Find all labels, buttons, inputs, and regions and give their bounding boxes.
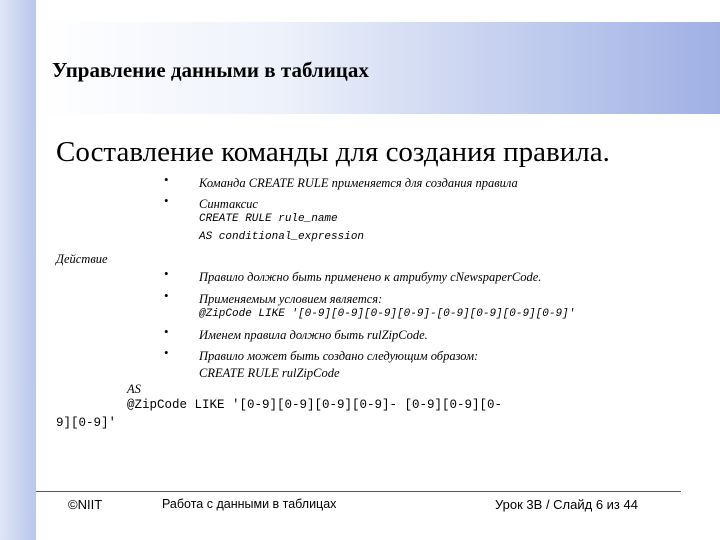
footer-slide-number: Урок 3B / Слайд 6 из 44	[495, 497, 638, 512]
bullet-text: Синтаксис	[199, 197, 258, 211]
create-rule-line: CREATE RULE rulZipCode	[199, 366, 340, 380]
as-line: AS	[127, 382, 141, 396]
condition-code: @ZipCode LIKE '[0-9][0-9][0-9][0-9]-[0-9][0-9][0-9][0-9]'	[199, 308, 576, 320]
syntax-line: CREATE RULE rule_name	[199, 213, 338, 225]
bullet-icon: •	[164, 193, 169, 208]
side-bar	[0, 0, 36, 540]
bullet-icon: •	[164, 288, 169, 303]
bullet-text: Именем правила должно быть rulZipCode.	[199, 328, 428, 342]
bullet-icon: •	[164, 324, 169, 339]
bullet-text: Команда CREATE RULE применяется для создания правила	[199, 176, 518, 190]
footer-course: Работа с данными в таблицах	[162, 497, 337, 511]
bullet-icon: •	[164, 345, 169, 360]
bullet-icon: •	[164, 266, 169, 281]
bullet-text: Правило может быть создано следующим образом:	[199, 349, 479, 363]
action-label: Действие	[56, 252, 108, 266]
bullet-text: Применяемым условием является:	[199, 292, 383, 306]
bullet-text: Правило должно быть применено к атрибуту cNewspaperCode.	[199, 270, 542, 284]
code-line: 9][0-9]'	[56, 416, 117, 430]
syntax-line: AS conditional_expression	[199, 231, 365, 243]
slide-title: Составление команды для создания правила.	[56, 136, 610, 168]
footer-copyright: ©NIIT	[68, 497, 103, 512]
header-title: Управление данными в таблицах	[52, 58, 369, 82]
code-line: @ZipCode LIKE '[0-9][0-9][0-9][0-9]- [0-9][0-9][0-	[127, 398, 503, 412]
footer-divider	[36, 491, 681, 492]
bullet-icon: •	[164, 172, 169, 187]
